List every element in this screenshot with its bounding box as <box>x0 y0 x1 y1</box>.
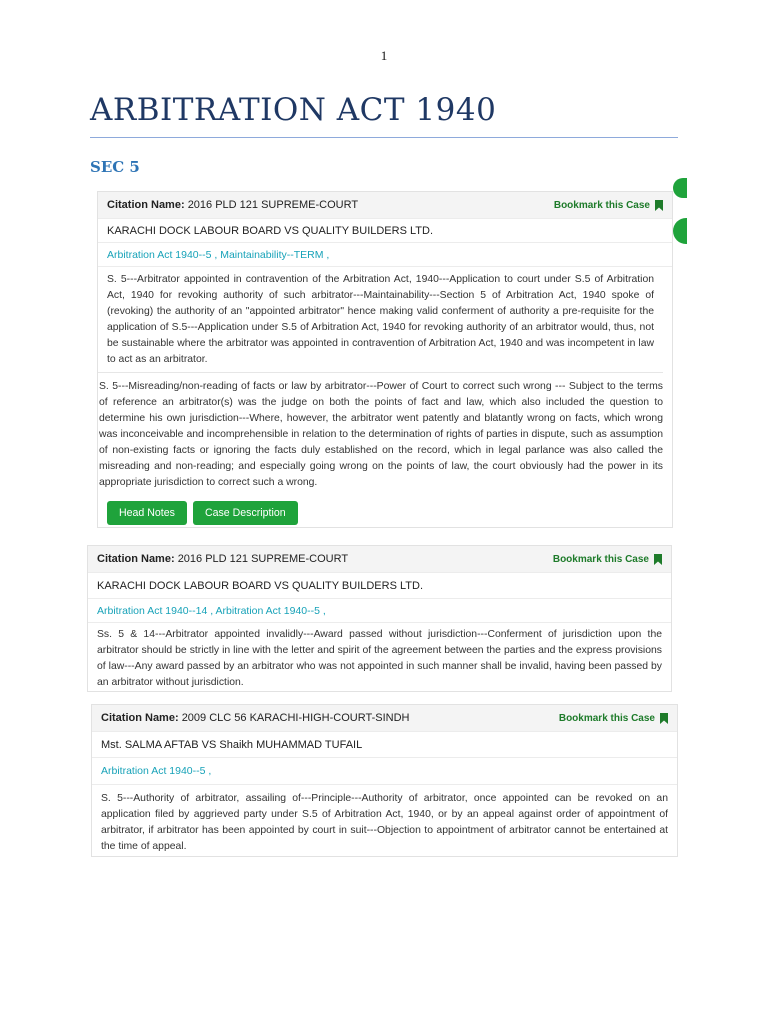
case-parties: KARACHI DOCK LABOUR BOARD VS QUALITY BUILDERS LTD. <box>98 219 672 243</box>
case-actions <box>98 493 672 533</box>
floating-action-button[interactable] <box>673 178 687 198</box>
bookmark-case-button[interactable] <box>553 554 662 565</box>
case-tags[interactable]: Arbitration Act 1940--5 , <box>92 758 677 785</box>
citation-name <box>101 712 409 724</box>
citation-row <box>88 546 671 573</box>
citation-value: 2016 PLD 121 SUPREME-COURT <box>187 199 359 211</box>
bookmark-label: Bookmark this Case <box>558 712 655 724</box>
case-card <box>97 191 673 528</box>
citation-label: Citation Name: <box>97 553 175 565</box>
citation-row <box>92 705 677 732</box>
title-divider <box>90 137 678 138</box>
section-heading: SEC 5 <box>90 158 140 176</box>
page-number: 1 <box>380 48 388 63</box>
case-card <box>91 704 678 857</box>
document-title: ARBITRATION ACT 1940 <box>90 92 497 128</box>
citation-name <box>107 199 358 211</box>
bookmark-icon <box>660 713 668 724</box>
citation-row <box>98 192 672 219</box>
case-card <box>87 545 672 692</box>
bookmark-icon <box>655 200 663 211</box>
headnote-paragraph: Ss. 5 & 14---Arbitrator appointed invalidly---Award passed without jurisdiction---Conferment of jurisdiction upon the arbitrator should be strictly in line with the letter and spirit of the agreement between the parties and the express provisions of law---Any award passed by an arbitrator who was not appointed in such manner shall be invalid, having been passed by an arbitrator without jurisdiction. <box>97 629 662 688</box>
bookmark-icon <box>654 554 662 565</box>
case-parties: KARACHI DOCK LABOUR BOARD VS QUALITY BUILDERS LTD. <box>88 573 671 599</box>
headnote-paragraph: S. 5---Authority of arbitrator, assailing of---Principle---Authority of arbitrator, once appointed can be revoked on an application filed by aggrieved party under S.5 of Arbitration Act, 1940, or by an appeal against order of appointment of arbitrator, if arbitrator has been appointed by court in suit---Objection to appointment of arbitrator cannot be entertained at the time of appeal. <box>101 793 668 852</box>
case-tags[interactable]: Arbitration Act 1940--14 , Arbitration Act 1940--5 , <box>88 599 671 623</box>
case-description-button[interactable]: Case Description <box>193 501 298 525</box>
citation-value: 2009 CLC 56 KARACHI-HIGH-COURT-SINDH <box>181 712 410 724</box>
case-tags[interactable]: Arbitration Act 1940--5 , Maintainability--TERM , <box>98 243 672 267</box>
bookmark-case-button[interactable] <box>559 713 668 724</box>
citation-value: 2016 PLD 121 SUPREME-COURT <box>177 553 349 565</box>
case-parties: Mst. SALMA AFTAB VS Shaikh MUHAMMAD TUFAIL <box>92 732 677 758</box>
bookmark-label: Bookmark this Case <box>552 553 649 565</box>
bookmark-label: Bookmark this Case <box>553 199 650 211</box>
citation-label: Citation Name: <box>107 199 185 211</box>
headnote-paragraph: S. 5---Arbitrator appointed in contravention of the Arbitration Act, 1940---Application to court under S.5 of Arbitration Act, 1940 for revoking authority of such arbitrator---Maintainability---Section 5 of Arbitration Act, 1940 spoke of (revoking) the authority of an "appointed arbitrator" hence making valid conferment of authority a pre-requisite for the application of S.5---Application under S.5 of Arbitration Act, 1940 for revoking authority of an arbitrator would, thus, not be sustainable where the arbitrator was appointed in contravention of Arbitration Act, 1940 and was incompetent in law to act as an arbitrator. <box>98 267 663 373</box>
floating-action-button[interactable] <box>673 218 687 244</box>
headnote-paragraph: S. 5---Misreading/non-reading of facts or law by arbitrator---Power of Court to correct such wrong --- Subject to the terms of reference an arbitrator(s) was the judge on both the points of fact and law, which also included the question to determine his own jurisdiction---Where, however, the arbitrator went patently and blatantly wrong on facts, which wrong was inconceivable and incomprehensible in relation to the determination of rights of parties in dispute, such as assumption of non-existing facts or ignoring the facts duly established on the record, which in legal parlance was also called the misreading and non-reading; and especially going wrong on the points of law, the court obviously had the power in its appropriate jurisdiction to correct such a wrong. <box>99 381 663 488</box>
citation-name <box>97 553 348 565</box>
bookmark-case-button[interactable] <box>554 200 663 211</box>
head-notes-button[interactable]: Head Notes <box>107 501 187 525</box>
citation-label: Citation Name: <box>101 712 179 724</box>
